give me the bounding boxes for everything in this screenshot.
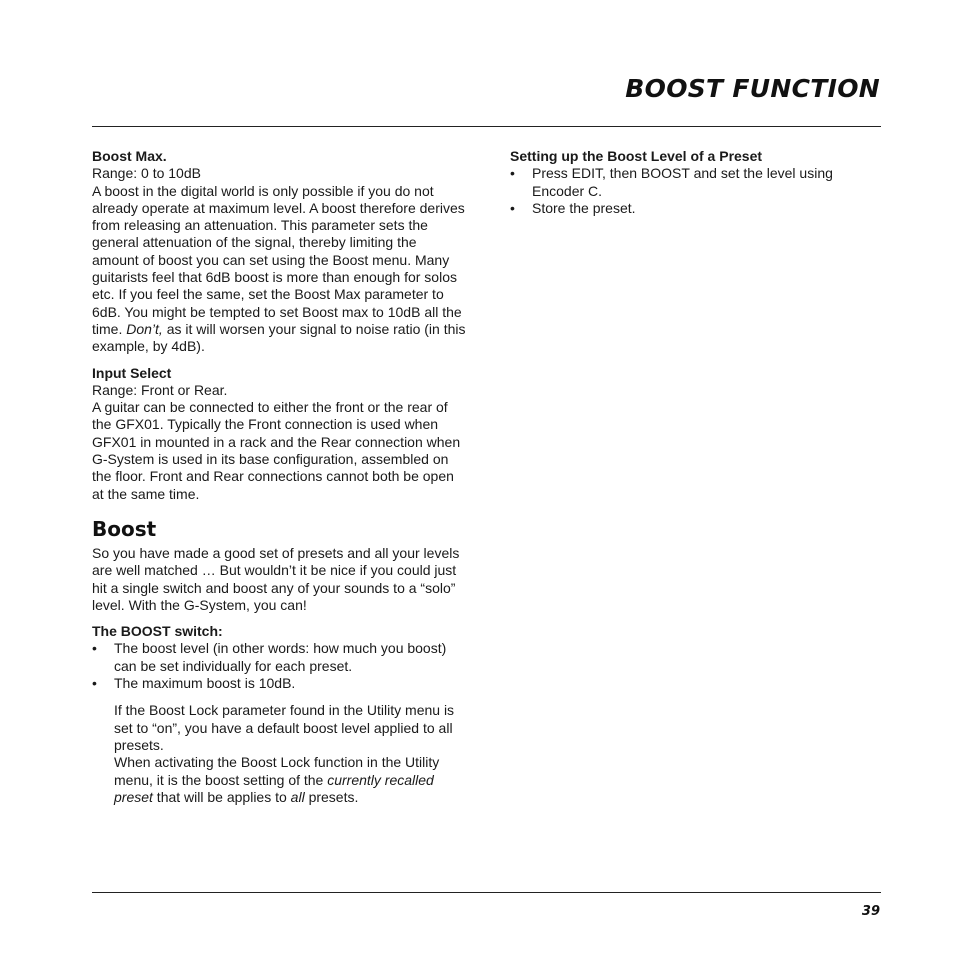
boost-max-body-text: A boost in the digital world is only possible if you do not already operate at maximum level. A boost therefore derives from releasing an attenuation. This parameter sets the general attenuation of the signal, thereby limiting the amount of boost you can set using the Boost menu. Many guitarists feel that 6dB boost is more than enough for solos etc. If you feel the same, set the Boost Max parameter to 6dB. You might be tempted to set Boost max to 10dB all the time. <box>92 182 465 337</box>
right-column <box>510 148 882 217</box>
boost-max-heading: Boost Max. <box>92 148 167 164</box>
boost-intro: So you have made a good set of presets and all your levels are well matched … But wouldn’t it be nice if you could just hit a single switch and boost any of your sounds to a “solo” level. With the G-System, you can! <box>92 544 460 613</box>
list-item: • The boost level (in other words: how much you boost) can be set individually for each preset. <box>92 640 466 675</box>
boost-section-heading: Boost <box>92 516 157 541</box>
boost-max-body-text-end: as it will worsen your signal to noise ratio (in this example, by 4dB). <box>92 320 466 355</box>
note-text: that will be applies to <box>152 788 291 805</box>
note-emphasis: all <box>290 788 305 805</box>
setup-list <box>510 165 882 217</box>
note-emphasis: currently recalled preset <box>114 771 434 805</box>
header-divider <box>92 126 881 127</box>
boost-lock-note-2 <box>92 754 466 806</box>
boost-switch-heading: The BOOST switch: <box>92 623 223 640</box>
input-select-body: A guitar can be connected to either the front or the rear of the GFX01. Typically the Front connection is used when GFX01 in mounted in a rack and the Rear connection when G-System is used in its base configuration, assembled on the floor. Front and Rear connections cannot both be open at the same time. <box>92 399 461 502</box>
list-item: • The maximum boost is 10dB. <box>92 675 466 692</box>
page-title: BOOST FUNCTION <box>625 74 880 103</box>
boost-max-range: Range: 0 to 10dB <box>92 165 201 182</box>
note-text: presets. <box>304 788 359 805</box>
boost-max-body <box>92 183 466 356</box>
list-item: • Press EDIT, then BOOST and set the level using Encoder C. <box>510 165 882 200</box>
input-select-heading: Input Select <box>92 364 172 381</box>
page-number: 39 <box>861 904 880 919</box>
note-text: When activating the Boost Lock function in the Utility menu, it is the boost setting of the <box>114 754 440 788</box>
input-select-range: Range: Front or Rear. <box>92 381 228 398</box>
setup-heading: Setting up the Boost Level of a Preset <box>510 148 763 164</box>
footer-divider <box>92 892 881 893</box>
list-item: • Store the preset. <box>510 200 882 217</box>
boost-max-body-emphasis: Don’t, <box>126 320 163 337</box>
boost-switch-list <box>92 640 466 692</box>
left-column <box>92 148 466 806</box>
boost-lock-note: If the Boost Lock parameter found in the Utility menu is set to “on”, you have a default boost level applied to all presets. <box>114 702 455 753</box>
